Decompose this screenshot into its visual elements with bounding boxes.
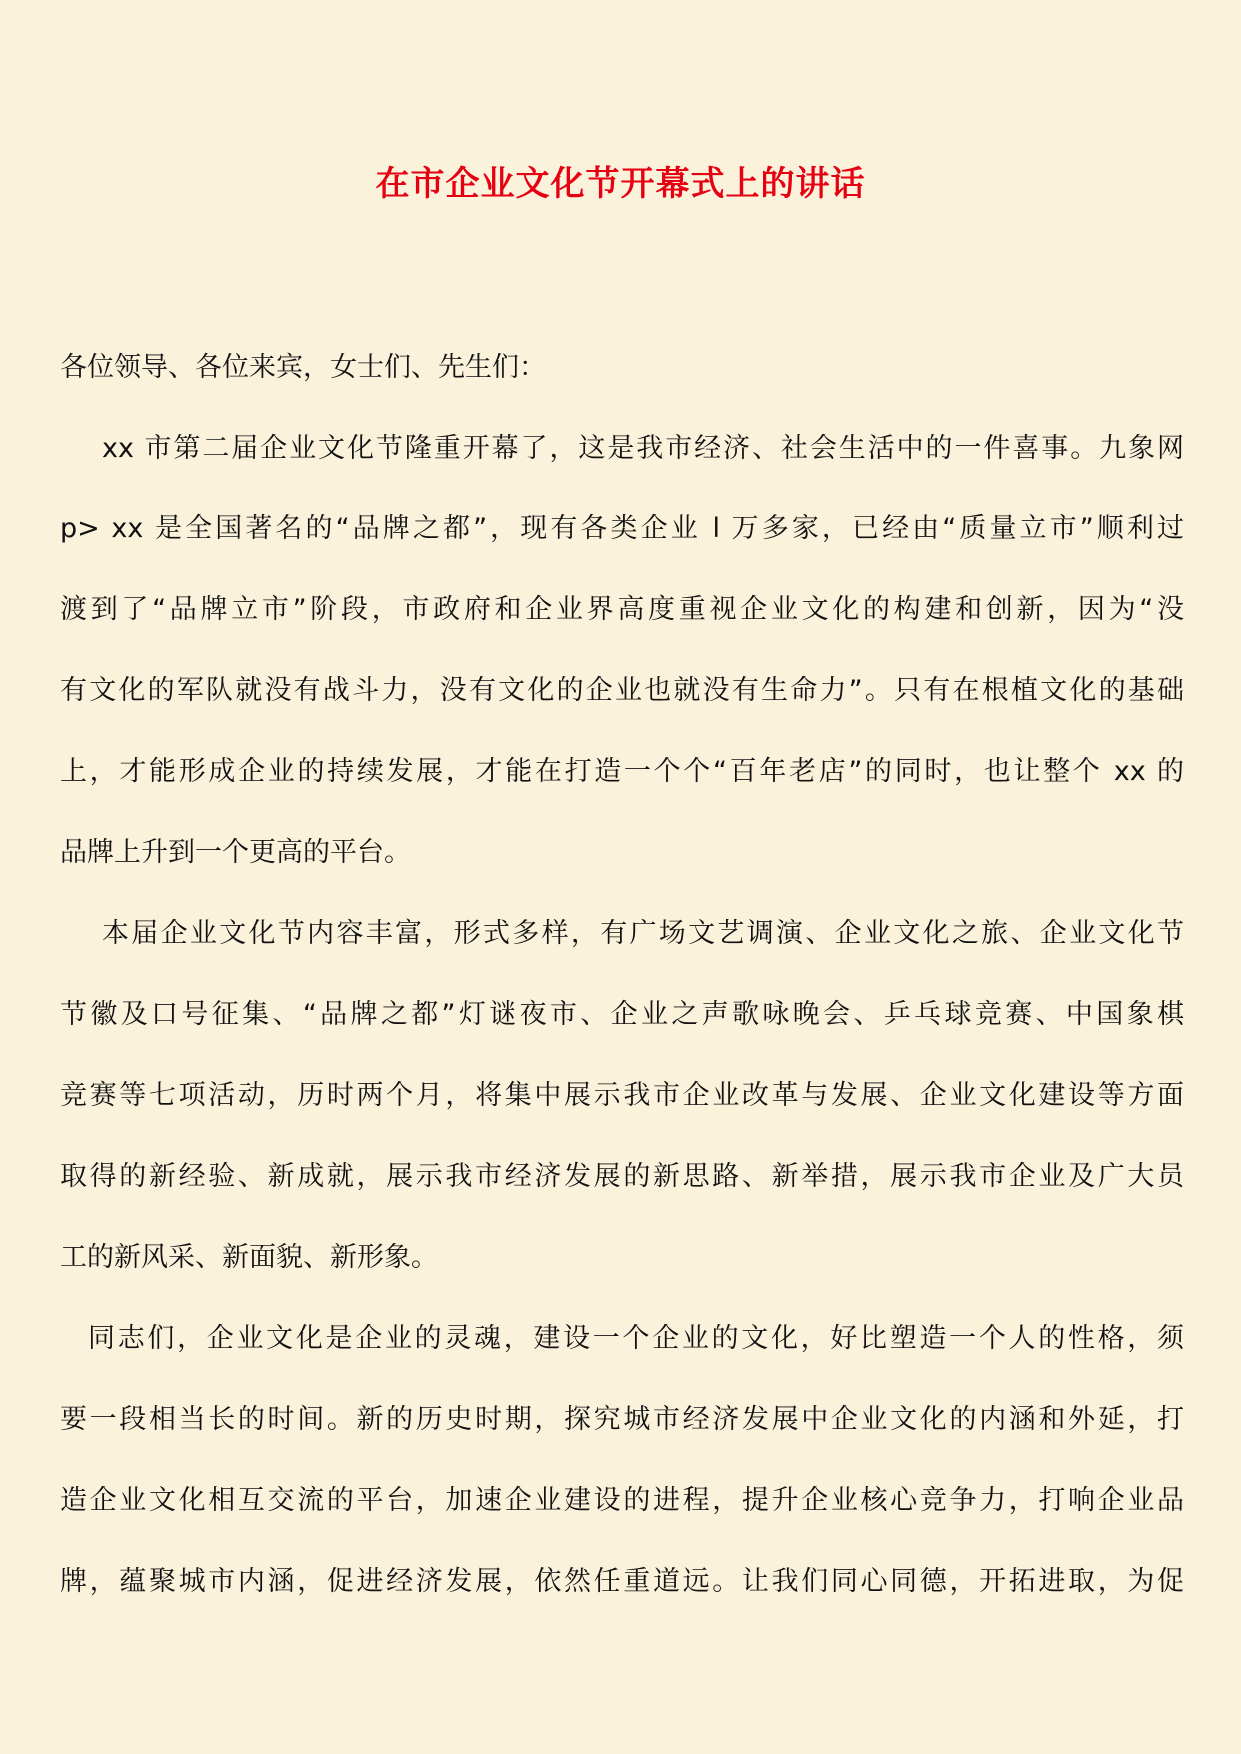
paragraph-3-line-3: 造企业文化相互交流的平台，加速企业建设的进程，提升企业核心竞争力，打响企业品: [60, 1485, 1184, 1516]
paragraph-2-line-2: 节徽及口号征集、“品牌之都”灯谜夜市、企业之声歌咏晚会、乒乓球竞赛、中国象棋: [60, 999, 1184, 1030]
salutation-line: 各位领导、各位来宾，女士们、先生们：: [60, 352, 546, 383]
paragraph-3-line-4: 牌，蕴聚城市内涵，促进经济发展，依然任重道远。让我们同心同德，开拓进取，为促: [60, 1566, 1184, 1597]
paragraph-1-line-3: 渡到了“品牌立市”阶段，市政府和企业界高度重视企业文化的构建和创新，因为“没: [60, 594, 1184, 625]
paragraph-2-line-4: 取得的新经验、新成就，展示我市经济发展的新思路、新举措，展示我市企业及广大员: [60, 1161, 1184, 1192]
paragraph-1-line-5: 上，才能形成企业的持续发展，才能在打造一个个“百年老店”的同时，也让整个 xx 的: [60, 756, 1184, 787]
paragraph-2-line-3: 竞赛等七项活动，历时两个月，将集中展示我市企业改革与发展、企业文化建设等方面: [60, 1080, 1184, 1111]
paragraph-2-line-1: 本届企业文化节内容丰富，形式多样，有广场文艺调演、企业文化之旅、企业文化节: [102, 918, 1184, 949]
document-title: 在市企业文化节开幕式上的讲话: [375, 164, 866, 204]
paragraph-3-line-2: 要一段相当长的时间。新的历史时期，探究城市经济发展中企业文化的内涵和外延，打: [60, 1404, 1184, 1435]
paragraph-1-line-6: 品牌上升到一个更高的平台。: [60, 837, 411, 868]
paragraph-3-line-1: 同志们，企业文化是企业的灵魂，建设一个企业的文化，好比塑造一个人的性格，须: [88, 1323, 1184, 1354]
paragraph-1-line-2: p> xx 是全国著名的“品牌之都”，现有各类企业 l 万多家，已经由“质量立市”顺利过: [60, 513, 1184, 544]
paragraph-1-line-1: xx 市第二届企业文化节隆重开幕了，这是我市经济、社会生活中的一件喜事。九象网: [102, 433, 1184, 464]
paragraph-2-line-5: 工的新风采、新面貌、新形象。: [60, 1242, 438, 1273]
paragraph-1-line-4: 有文化的军队就没有战斗力，没有文化的企业也就没有生命力”。只有在根植文化的基础: [60, 675, 1184, 706]
